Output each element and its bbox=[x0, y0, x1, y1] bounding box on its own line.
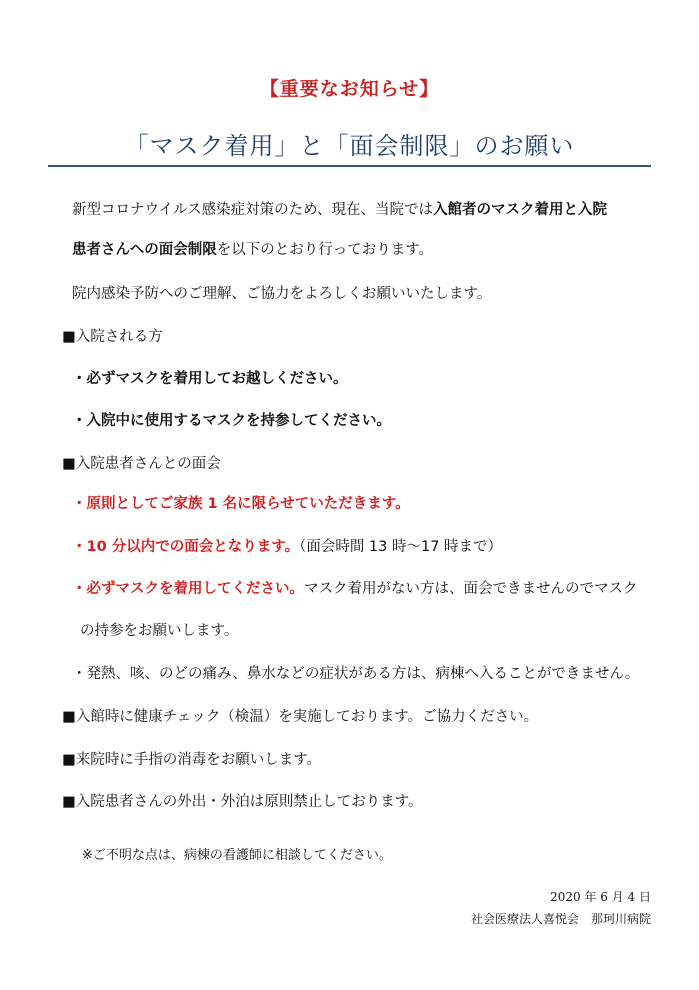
note-health-check: ■入館時に健康チェック（検温）を実施しております。ご協力ください。 bbox=[62, 709, 539, 725]
visit-item-3-continued: の持参をお願いします。 bbox=[80, 623, 239, 639]
admission-item-2: ・入院中に使用するマスクを持参してください。 bbox=[72, 413, 391, 429]
section-heading-admission: ■入院される方 bbox=[62, 329, 163, 345]
visit-item-3-rest: マスク着用がない方は、面会できませんのでマスク bbox=[304, 581, 638, 597]
contact-note: ※ご不明な点は、病棟の看護師に相談してください。 bbox=[82, 848, 392, 863]
visit-item-3-highlight: ・必ずマスクを着用してください。 bbox=[72, 581, 304, 597]
intro-text-1d: を以下のとおり行っております。 bbox=[216, 242, 434, 258]
important-notice-heading: 【重要なお知らせ】 bbox=[259, 78, 440, 100]
page-title: 「マスク着用」と「面会制限」のお願い bbox=[124, 132, 575, 160]
title-divider bbox=[48, 165, 651, 167]
visit-item-3 bbox=[72, 579, 638, 599]
issue-date: 2020 年 6 月 4 日 bbox=[550, 890, 651, 904]
intro-line-1 bbox=[72, 200, 607, 220]
note-outing-prohibited: ■入院患者さんの外出・外泊は原則禁止しております。 bbox=[62, 794, 423, 810]
visit-item-2-highlight: ・10 分以内での面会となります。 bbox=[72, 539, 300, 555]
organization-name: 社会医療法人喜悦会 那珂川病院 bbox=[470, 912, 651, 926]
section-heading-visit: ■入院患者さんとの面会 bbox=[62, 456, 221, 472]
intro-line-3: 院内感染予防へのご理解、ご協力をよろしくお願いいたします。 bbox=[72, 286, 492, 302]
intro-line-2 bbox=[72, 240, 433, 260]
admission-item-1: ・必ずマスクを着用してお越しください。 bbox=[72, 371, 348, 387]
visit-item-1: ・原則としてご家族 1 名に限らせていただきます。 bbox=[72, 496, 410, 512]
visit-item-2-rest: （面会時間 13 時〜17 時まで） bbox=[299, 539, 503, 555]
intro-text-1c: 患者さんへの面会制限 bbox=[72, 242, 217, 258]
visit-item-2 bbox=[72, 537, 502, 557]
intro-text-1a: 新型コロナウイルス感染症対策のため、現在、当院では bbox=[72, 202, 434, 218]
intro-text-1b: 入館者のマスク着用と入院 bbox=[433, 202, 608, 218]
note-hand-sanitize: ■来院時に手指の消毒をお願いします。 bbox=[62, 752, 322, 768]
visit-item-4: ・発熱、咳、のどの痛み、鼻水などの症状がある方は、病棟へ入ることができません。 bbox=[72, 666, 640, 682]
